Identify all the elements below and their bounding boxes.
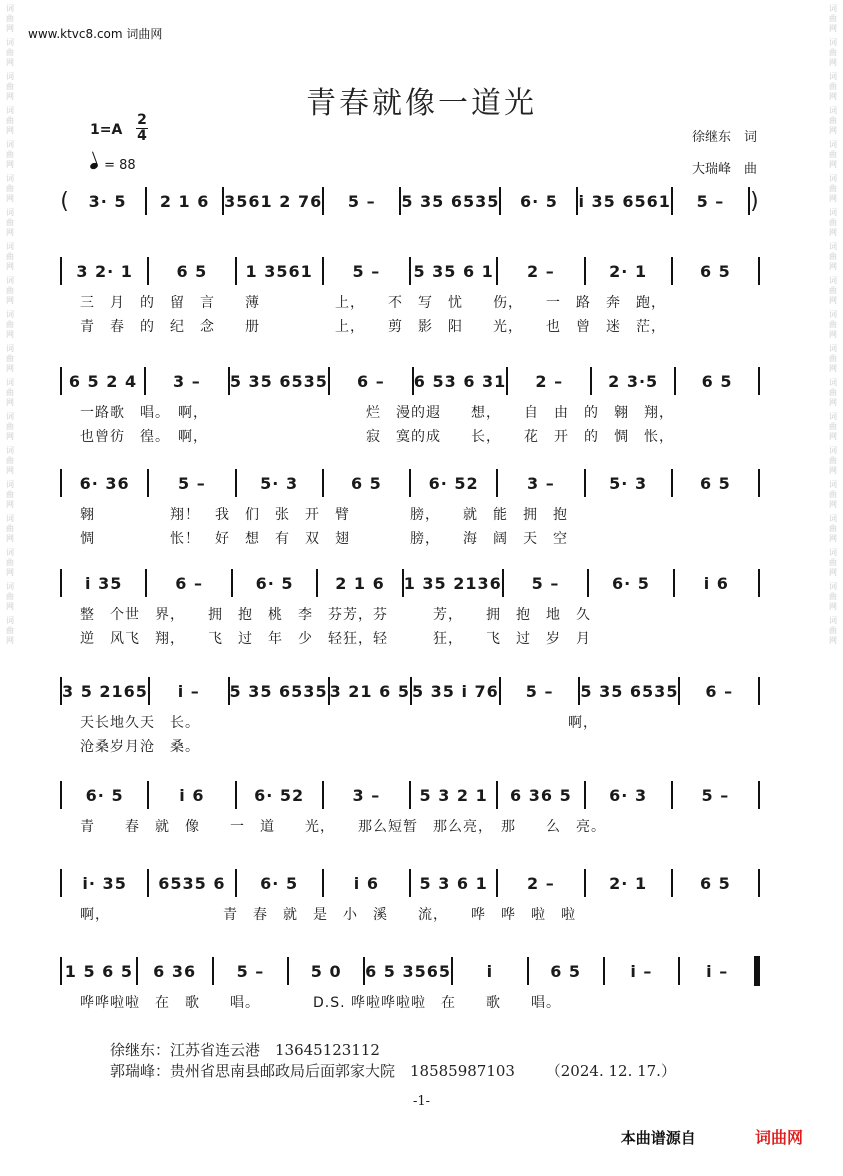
watermark-glyph: 曲 <box>6 184 14 193</box>
lyric-line-1: 一路歌 唱。 啊， 烂 漫的遐 想， 自 由 的 翱 翔， <box>80 405 674 421</box>
watermark-block <box>6 616 14 646</box>
watermark-glyph: 曲 <box>6 456 14 465</box>
contact-date: （2024. 12. 17.） <box>545 1062 676 1080</box>
tempo-value: = 88 <box>104 158 136 173</box>
watermark-glyph: 词 <box>6 344 14 353</box>
watermark-glyph: 曲 <box>6 626 14 635</box>
watermark-glyph: 网 <box>829 330 837 339</box>
watermark-glyph: 网 <box>829 602 837 611</box>
watermark-block <box>6 514 14 544</box>
measure: 6 5 2 4 <box>68 371 138 391</box>
measure: 6· 5 <box>611 573 650 593</box>
song-title: 青春就像一道光 <box>306 86 537 121</box>
lyric-line-1: 哗哗啦啦 在 歌 唱。 D.S. 哗啦哗啦啦 在 歌 唱。 <box>80 995 562 1011</box>
watermark-glyph: 词 <box>6 514 14 523</box>
watermark-glyph: 曲 <box>829 48 837 57</box>
watermark-block <box>6 446 14 476</box>
contact-text: 徐继东：江苏省连云港 13645123112 <box>110 1041 380 1059</box>
measure: 6 5 <box>699 873 731 893</box>
watermark-glyph: 网 <box>6 398 14 407</box>
watermark-glyph: 词 <box>6 174 14 183</box>
watermark-glyph: 网 <box>829 160 837 169</box>
watermark-glyph: 曲 <box>829 524 837 533</box>
measure: 5 3 6 1 <box>419 873 488 893</box>
measure: 3 2· 1 <box>76 261 133 281</box>
measure: 6 – <box>356 371 385 391</box>
watermark-block <box>6 38 14 68</box>
measure: 6 5 <box>350 473 382 493</box>
measure: 6· 52 <box>254 785 305 805</box>
barline <box>758 469 760 497</box>
measure: 5 – <box>525 681 554 701</box>
watermark-glyph: 曲 <box>6 82 14 91</box>
lyric-line-1: 天长地久天 长。 啊， <box>80 715 598 731</box>
watermark-glyph: 曲 <box>829 592 837 601</box>
watermark-glyph: 网 <box>6 296 14 305</box>
watermark-glyph: 词 <box>6 4 14 13</box>
barline <box>758 569 760 597</box>
watermark-glyph: 网 <box>829 92 837 101</box>
watermark-glyph: 词 <box>829 140 837 149</box>
watermark-block <box>829 4 837 34</box>
watermark-glyph: 词 <box>829 378 837 387</box>
time-signature-top: 2 <box>137 112 147 128</box>
watermark-glyph: 词 <box>829 344 837 353</box>
watermark-glyph: 曲 <box>829 82 837 91</box>
measure: 6535 6 <box>158 873 226 893</box>
measure: 6 36 5 <box>510 785 572 805</box>
measure: 1 5 6 5 <box>64 961 133 981</box>
watermark-glyph: 网 <box>6 228 14 237</box>
notation-line <box>60 868 760 898</box>
measure: 6· 5 <box>519 191 558 211</box>
contacts-block <box>110 1040 676 1082</box>
measure: 6 5 <box>550 961 582 981</box>
measure: i· 35 <box>82 873 127 893</box>
lyric-line-1: 翱 翔！ 我 们 张 开 臂 膀， 就 能 拥 抱 <box>80 507 568 523</box>
watermark-glyph: 网 <box>829 228 837 237</box>
watermark-glyph: 网 <box>6 58 14 67</box>
watermark-glyph: 曲 <box>829 184 837 193</box>
watermark-block <box>6 242 14 272</box>
lyric-line-2: 逆 风飞 翔， 飞 过 年 少 轻狂，轻 狂， 飞 过 岁 月 <box>80 631 591 647</box>
measure: 2 – <box>527 261 555 281</box>
watermark-glyph: 网 <box>6 500 14 509</box>
lyricist-credit: 徐继东 词 <box>691 130 757 145</box>
watermark-glyph: 曲 <box>829 558 837 567</box>
watermark-glyph: 词 <box>6 412 14 421</box>
measure: 2· 1 <box>609 873 648 893</box>
watermark-glyph: 曲 <box>6 48 14 57</box>
measure: i 6 <box>353 873 379 893</box>
key-signature: 1=A <box>90 122 123 138</box>
site-url[interactable]: www.ktvc8.com 词曲网 <box>28 27 163 41</box>
measure: i 35 6561 <box>578 191 671 211</box>
watermark-glyph: 网 <box>6 262 14 271</box>
measure: 5· 3 <box>260 473 299 493</box>
watermark-glyph: 词 <box>829 208 837 217</box>
watermark-block <box>6 344 14 374</box>
watermark-glyph: 网 <box>6 330 14 339</box>
watermark-glyph: 曲 <box>6 286 14 295</box>
watermark-glyph: 词 <box>829 480 837 489</box>
notation-line <box>60 256 760 286</box>
watermark-glyph: 词 <box>6 378 14 387</box>
page-number: -1- <box>412 1094 431 1109</box>
lyric-line-2: 青 春 的 纪 念 册 上， 剪 影 阳 光， 也 曾 迷 茫， <box>80 319 666 335</box>
time-signature <box>135 113 149 144</box>
watermark-glyph: 曲 <box>829 150 837 159</box>
watermark-glyph: 词 <box>6 242 14 251</box>
watermark-glyph: 曲 <box>829 388 837 397</box>
measure: 5 – <box>701 785 730 805</box>
watermark-block <box>6 310 14 340</box>
watermark-glyph: 曲 <box>6 558 14 567</box>
watermark-block <box>829 208 837 238</box>
watermark-glyph: 网 <box>6 534 14 543</box>
barline <box>758 257 760 285</box>
watermark-glyph: 词 <box>829 38 837 47</box>
measure: 2 – <box>535 371 564 391</box>
watermark-block <box>6 208 14 238</box>
notation-line <box>60 186 760 216</box>
source-label: 本曲谱源自 <box>620 1129 696 1147</box>
measure: 6 53 6 31 <box>413 371 507 391</box>
watermark-glyph: 词 <box>6 38 14 47</box>
watermark-glyph: 词 <box>6 446 14 455</box>
watermark-glyph: 网 <box>829 398 837 407</box>
watermark-glyph: 词 <box>829 242 837 251</box>
watermark-block <box>829 344 837 374</box>
watermark-glyph: 网 <box>6 432 14 441</box>
watermark-glyph: 曲 <box>6 354 14 363</box>
watermark-glyph: 词 <box>6 616 14 625</box>
measure: 6 – <box>705 681 734 701</box>
measure: 5 – <box>352 261 381 281</box>
watermark-glyph: 词 <box>829 106 837 115</box>
barline <box>758 677 760 705</box>
watermark-glyph: 词 <box>829 412 837 421</box>
measure: 5 35 6535 <box>580 681 679 701</box>
watermark-glyph: 词 <box>6 582 14 591</box>
measure: 2 3·5 <box>608 371 659 391</box>
measure: 2 1 6 <box>335 573 385 593</box>
watermark-block <box>829 446 837 476</box>
watermark-glyph: 网 <box>829 534 837 543</box>
watermark-block <box>6 480 14 510</box>
watermark-glyph: 词 <box>829 276 837 285</box>
measure: i <box>486 961 494 981</box>
lyric-line-1: 青 春 就 像 一 道 光， 那么短暂 那么亮， 那 么 亮。 <box>80 819 606 835</box>
measure: 6 5 3565 <box>365 961 451 981</box>
watermark-glyph: 网 <box>829 24 837 33</box>
open-paren: ( <box>60 188 70 214</box>
watermark-glyph: 曲 <box>829 456 837 465</box>
watermark-block <box>6 582 14 612</box>
notation-line <box>60 568 760 598</box>
watermark-glyph: 网 <box>6 364 14 373</box>
measure: 6· 5 <box>255 573 294 593</box>
measure: 6 – <box>175 573 203 593</box>
measure: 3 – <box>527 473 555 493</box>
watermark-glyph: 网 <box>6 568 14 577</box>
measure: 5· 3 <box>609 473 648 493</box>
watermark-block <box>6 378 14 408</box>
measure: 3561 2 76 <box>224 191 323 211</box>
measure: 5 35 i 76 <box>411 681 499 701</box>
source-footer <box>621 1125 803 1148</box>
measure: 5 35 6535 <box>401 191 500 211</box>
watermark-block <box>829 616 837 646</box>
measure: 2· 1 <box>609 261 648 281</box>
watermark-glyph: 网 <box>6 602 14 611</box>
tempo-marking <box>90 158 136 173</box>
watermark-glyph: 网 <box>6 126 14 135</box>
watermark-glyph: 词 <box>829 174 837 183</box>
barline <box>758 869 760 897</box>
measure: 6 36 <box>153 961 197 981</box>
contact-text: 郭瑞峰：贵州省思南县邮政局后面郭家大院 18585987103 <box>110 1062 515 1080</box>
watermark-glyph: 词 <box>6 548 14 557</box>
measure: 3 21 6 5 <box>329 681 410 701</box>
watermark-glyph: 词 <box>6 72 14 81</box>
watermark-block <box>829 38 837 68</box>
measure: 5 – <box>236 961 265 981</box>
watermark-glyph: 曲 <box>829 320 837 329</box>
measure: 1 3561 <box>245 261 313 281</box>
measure: 5 3 2 1 <box>419 785 488 805</box>
watermark-glyph: 曲 <box>829 626 837 635</box>
measure: i 6 <box>179 785 205 805</box>
watermark-glyph: 曲 <box>6 218 14 227</box>
watermark-glyph: 曲 <box>6 524 14 533</box>
measure: 6· 5 <box>260 873 299 893</box>
watermark-glyph: 网 <box>829 364 837 373</box>
watermark-glyph: 曲 <box>6 150 14 159</box>
lyric-line-1: 整 个世 界， 拥 抱 桃 李 芬芳，芬 芳， 拥 抱 地 久 <box>80 607 591 623</box>
watermark-glyph: 词 <box>6 106 14 115</box>
watermark-glyph: 曲 <box>829 286 837 295</box>
close-paren: ) <box>750 188 760 214</box>
measure: 5 – <box>347 191 376 211</box>
watermark-glyph: 词 <box>6 208 14 217</box>
measure: 6· 36 <box>79 473 130 493</box>
watermark-block <box>829 140 837 170</box>
watermark-glyph: 词 <box>829 446 837 455</box>
watermark-glyph: 词 <box>829 582 837 591</box>
watermark-glyph: 网 <box>829 296 837 305</box>
watermark-glyph: 曲 <box>829 116 837 125</box>
time-signature-bottom: 4 <box>137 128 147 144</box>
measure: i – <box>630 961 653 981</box>
barline <box>758 367 760 395</box>
measure: 5 35 6535 <box>229 681 328 701</box>
source-site-link[interactable]: 词曲网 <box>754 1128 803 1147</box>
watermark-glyph: 网 <box>6 24 14 33</box>
watermark-block <box>6 412 14 442</box>
measure: 5 – <box>696 191 725 211</box>
watermark-glyph: 曲 <box>829 422 837 431</box>
composer-credit: 大瑞峰 曲 <box>691 162 757 177</box>
watermark-glyph: 曲 <box>6 592 14 601</box>
watermark-block <box>829 242 837 272</box>
measure: 5 35 6 1 <box>413 261 494 281</box>
watermark-glyph: 曲 <box>6 252 14 261</box>
watermark-glyph: 曲 <box>829 14 837 23</box>
watermark-glyph: 词 <box>829 72 837 81</box>
watermark-glyph: 网 <box>829 636 837 645</box>
watermark-block <box>829 276 837 306</box>
measure: 6 5 <box>699 473 731 493</box>
watermark-block <box>829 514 837 544</box>
measure: 5 0 <box>310 961 342 981</box>
watermark-glyph: 曲 <box>6 14 14 23</box>
watermark-glyph: 词 <box>829 548 837 557</box>
measure: 2 – <box>527 873 555 893</box>
measure: 5 35 6535 <box>229 371 328 391</box>
quarter-note-icon <box>89 162 99 170</box>
measure: i – <box>177 681 200 701</box>
notation-line <box>60 366 760 396</box>
notation-line <box>60 956 760 986</box>
barline <box>758 781 760 809</box>
watermark-glyph: 曲 <box>6 490 14 499</box>
watermark-glyph: 网 <box>6 466 14 475</box>
watermark-block <box>829 310 837 340</box>
watermark-block <box>6 276 14 306</box>
watermark-block <box>829 582 837 612</box>
watermark-block <box>6 140 14 170</box>
measure: 6· 5 <box>85 785 124 805</box>
watermark-glyph: 网 <box>829 58 837 67</box>
watermark-block <box>829 480 837 510</box>
watermark-glyph: 词 <box>829 310 837 319</box>
measure: 5 – <box>531 573 560 593</box>
watermark-glyph: 网 <box>829 466 837 475</box>
watermark-glyph: 网 <box>829 262 837 271</box>
watermark-glyph: 词 <box>829 514 837 523</box>
watermark-block <box>829 412 837 442</box>
watermark-glyph: 曲 <box>829 490 837 499</box>
measure: 6 5 <box>699 261 731 281</box>
watermark-glyph: 词 <box>6 480 14 489</box>
watermark-glyph: 曲 <box>829 218 837 227</box>
contact-line-2 <box>110 1061 676 1082</box>
watermark-glyph: 曲 <box>6 388 14 397</box>
watermark-glyph: 曲 <box>6 116 14 125</box>
watermark-glyph: 词 <box>6 276 14 285</box>
lyric-line-1: 啊， 青 春 就 是 小 溪 流， 哗 哗 啦 啦 <box>80 907 576 923</box>
watermark-glyph: 网 <box>6 92 14 101</box>
measure: 6 5 <box>176 261 208 281</box>
watermark-glyph: 网 <box>829 126 837 135</box>
watermark-glyph: 词 <box>829 4 837 13</box>
watermark-block <box>829 174 837 204</box>
watermark-block <box>829 378 837 408</box>
watermark-block <box>6 174 14 204</box>
lyric-line-2: 也曾彷 徨。 啊， 寂 寞的成 长， 花 开 的 惆 怅， <box>80 429 674 445</box>
notation-line <box>60 468 760 498</box>
final-barline <box>754 956 760 986</box>
watermark-block <box>6 548 14 578</box>
watermark-glyph: 曲 <box>829 252 837 261</box>
measure: 3· 5 <box>88 191 127 211</box>
measure: i – <box>706 961 729 981</box>
watermark-glyph: 词 <box>6 140 14 149</box>
watermark-block <box>829 548 837 578</box>
measure: 3 – <box>352 785 381 805</box>
notation-line <box>60 780 760 810</box>
measure: 6· 3 <box>609 785 648 805</box>
measure: 5 – <box>178 473 206 493</box>
lyric-line-1: 三 月 的 留 言 薄 上， 不 写 忧 伤， 一 路 奔 跑， <box>80 295 666 311</box>
watermark-glyph: 网 <box>6 636 14 645</box>
measure: 6 5 <box>701 371 733 391</box>
watermark-glyph: 曲 <box>6 422 14 431</box>
measure: 2 1 6 <box>159 191 210 211</box>
measure: 1 35 2136 <box>403 573 502 593</box>
watermark-glyph: 网 <box>829 568 837 577</box>
contact-line-1 <box>110 1040 676 1061</box>
measure: 3 – <box>173 371 201 391</box>
measure: i 6 <box>703 573 729 593</box>
notation-line <box>60 676 760 706</box>
measure: 6· 52 <box>428 473 479 493</box>
left-watermark-strip <box>2 0 18 1176</box>
watermark-glyph: 网 <box>829 500 837 509</box>
watermark-glyph: 网 <box>6 160 14 169</box>
watermark-glyph: 网 <box>829 432 837 441</box>
lyric-line-2: 惆 怅！ 好 想 有 双 翅 膀， 海 阔 天 空 <box>80 531 568 547</box>
watermark-glyph: 词 <box>829 616 837 625</box>
watermark-block <box>6 4 14 34</box>
watermark-glyph: 曲 <box>829 354 837 363</box>
watermark-glyph: 网 <box>6 194 14 203</box>
measure: 3 5 2165 <box>62 681 148 701</box>
watermark-glyph: 网 <box>829 194 837 203</box>
right-watermark-strip <box>825 0 841 1176</box>
measure: i 35 <box>85 573 123 593</box>
watermark-glyph: 词 <box>6 310 14 319</box>
watermark-glyph: 曲 <box>6 320 14 329</box>
lyric-line-2: 沧桑岁月沧 桑。 <box>80 739 200 755</box>
